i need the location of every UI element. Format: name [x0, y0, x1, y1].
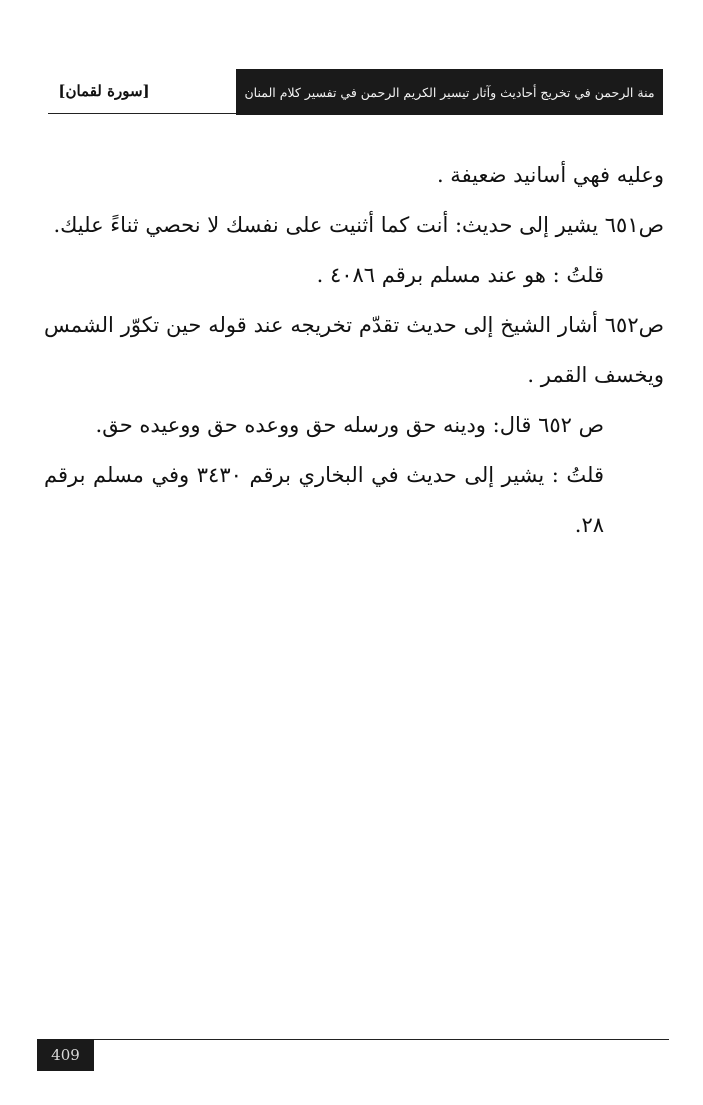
book-title: منة الرحمن في تخريج أحاديث وآثار تيسير الكريم الرحمن في تفسير كلام المنان	[244, 84, 655, 100]
paragraph-comment-651: قلتُ : هو عند مسلم برقم ٤٠٨٦ .	[316, 263, 604, 287]
running-header-title	[236, 69, 663, 115]
footer-divider	[94, 1039, 669, 1040]
paragraph-comment-652: قلتُ : يشير إلى حديث في البخاري برقم ٣٤٣٠ وفي مسلم برقم ٢٨.	[44, 463, 604, 537]
surah-label: [سورة لقمان]	[58, 82, 150, 100]
paragraph-conclusion: وعليه فهي أسانيد ضعيفة .	[436, 163, 664, 187]
header-divider	[48, 113, 236, 114]
page-body	[44, 150, 664, 550]
page-number: 409	[37, 1039, 94, 1071]
paragraph-note-651: ص٦٥١ يشير إلى حديث: أنت كما أثنيت على نفسك لا نحصي ثناءً عليك.	[53, 213, 664, 237]
paragraph-quote-652: ص ٦٥٢ قال: ودينه حق ورسله حق ووعده حق ووعيده حق.	[95, 413, 604, 437]
paragraph-note-652: ص٦٥٢ أشار الشيخ إلى حديث تقدّم تخريجه عند قوله حين تكوّر الشمس ويخسف القمر .	[44, 313, 664, 387]
